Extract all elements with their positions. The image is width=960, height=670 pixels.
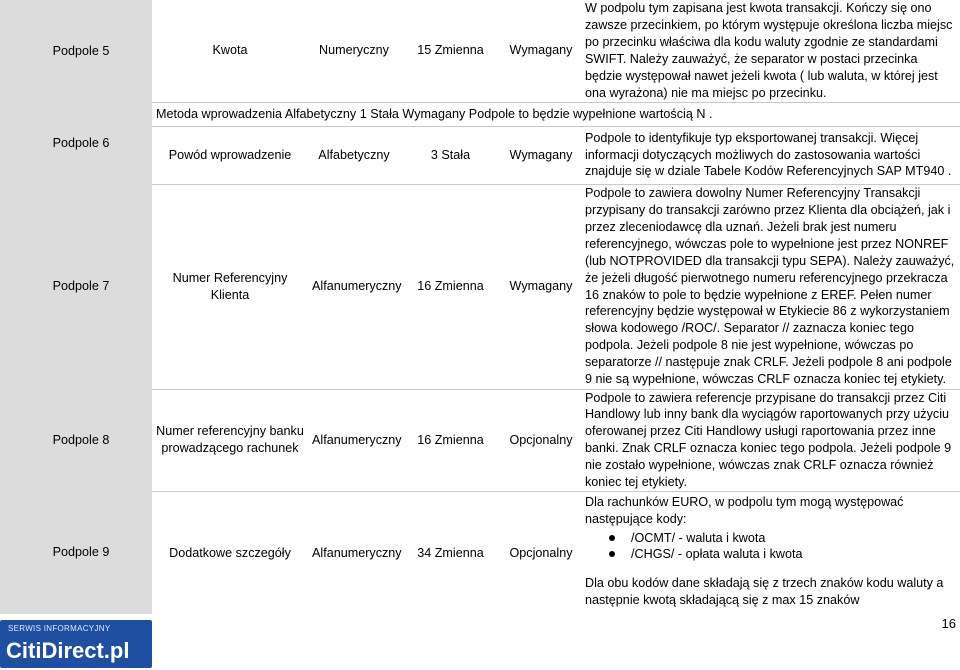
description-text: Dla obu kodów dane składają się z trzech znaków kodu waluty a następnie kwotą składającą się z max 15 znaków [585, 576, 944, 608]
description-text: Dla rachunków EURO, w podpolu tym mogą występować następujące kody: [585, 494, 904, 526]
field-name: Powód wprowadzenie [152, 126, 308, 184]
bullet-icon [609, 551, 615, 557]
field-definition-table [10, 0, 960, 614]
field-requirement: Wymagany [501, 126, 581, 184]
field-id: Podpole 6 [10, 102, 152, 184]
description-text: W podpolu tym zapisana jest kwota transakcji. Kończy się ono zawsze przecinkiem, po którym występuje określona liczba miejsc po przecinku właściwa dla kodu waluty zgodnie ze standardami SWIFT. Należy zauważyć, że separator w postaci przecinka będzie występował nawet jeżeli kwota ( lub waluta, w której jest ona wyrażona) nie ma miejsc po przecinku. [585, 1, 953, 100]
table-row [10, 0, 960, 102]
field-description [581, 126, 960, 184]
field-requirement: Opcjonalny [501, 389, 581, 491]
list-item [631, 530, 956, 547]
table-row [10, 184, 960, 389]
field-length: 34 Zmienna [400, 491, 501, 614]
field-type: Alfanumeryczny [308, 389, 400, 491]
field-description [581, 0, 960, 102]
bullet-icon [609, 535, 615, 541]
list-item [631, 546, 956, 563]
field-type: Alfabetyczny [308, 126, 400, 184]
table-row [10, 491, 960, 614]
table-row [10, 389, 960, 491]
table-row [10, 126, 960, 184]
spacer [585, 563, 956, 575]
code-list [585, 530, 956, 564]
list-item-text: /OCMT/ - waluta i kwota [631, 530, 766, 545]
field-name: Kwota [152, 0, 308, 102]
page-number: 16 [941, 616, 956, 631]
description-text: Podpole to zawiera referencje przypisane do transakcji przez Citi Handlowy lub inny bank dla wyciągów raportowanych przy użyciu oferowanej przez Citi Handlowy usługi raportowania przez inne banki. Znak CRLF oznacza koniec tego podpola. Jeżeli podpole 9 nie zostało wypełnione, wówczas znak CRLF oznacza również koniec tej etykiety. [585, 390, 952, 489]
logo-wordmark: CitiDirect.pl [6, 638, 130, 663]
field-requirement: Wymagany [501, 184, 581, 389]
field-type: Numeryczny [308, 0, 400, 102]
field-length: 3 Stała [400, 126, 501, 184]
field-requirement: Wymagany [501, 0, 581, 102]
table-row [10, 102, 960, 126]
field-inline-definition: Metoda wprowadzenia Alfabetyczny 1 Stała Wymagany Podpole to będzie wypełnione wartością N . [152, 102, 960, 126]
citidirect-logo [0, 620, 152, 668]
field-type: Alfanumeryczny [308, 184, 400, 389]
field-length: 16 Zmienna [400, 389, 501, 491]
field-name: Dodatkowe szczegóły [152, 491, 308, 614]
field-id: Podpole 7 [10, 184, 152, 389]
field-name: Numer Referencyjny Klienta [152, 184, 308, 389]
field-name: Numer referencyjny banku prowadzącego rachunek [152, 389, 308, 491]
field-description [581, 389, 960, 491]
field-id: Podpole 9 [10, 491, 152, 614]
field-description [581, 184, 960, 389]
description-text: Podpole to identyfikuje typ eksportowanej transakcji. Więcej informacji dotyczących możliwych do zastosowania wartości znajduje się w dziale Tabele Kodów Referencyjnych SAP MT940 . [585, 130, 952, 179]
field-length: 15 Zmienna [400, 0, 501, 102]
field-requirement: Opcjonalny [501, 491, 581, 614]
field-id: Podpole 5 [10, 0, 152, 102]
field-type: Alfanumeryczny [308, 491, 400, 614]
list-item-text: /CHGS/ - opłata waluta i kwota [631, 547, 803, 562]
description-text: Podpole to zawiera dowolny Numer Referencyjny Transakcji przypisany do transakcji zarówno przez Klienta dla obciążeń, jak i przez zleceniodawcę dla uznań. Jeżeli brak jest numeru referencyjnego, wówczas pole to wypełnione jest przez NONREF (lub NOTPROVIDED dla transakcji typu SEPA). Należy zauważyć, że jeżeli długość pierwotnego numeru referencyjnego przekracza 16 znaków to pole to będzie wypełnione z EREF. Pełen numer referencyjny będzie występował w Etykiecie 86 z wykorzystaniem słowa kodowego /ROC/. Separator // zaznacza koniec tego podpola. Jeżeli podpole 8 nie jest wypełnione, wówczas po separatorze // następuje znak CRLF. Jeżeli podpole 8 ani podpole 9 nie są wypełnione, wówczas CRLF oznacza koniec tej etykiety. [585, 186, 955, 386]
field-id: Podpole 8 [10, 389, 152, 491]
field-description [581, 491, 960, 614]
field-length: 16 Zmienna [400, 184, 501, 389]
logo-tagline: SERWIS INFORMACYJNY [8, 624, 111, 633]
